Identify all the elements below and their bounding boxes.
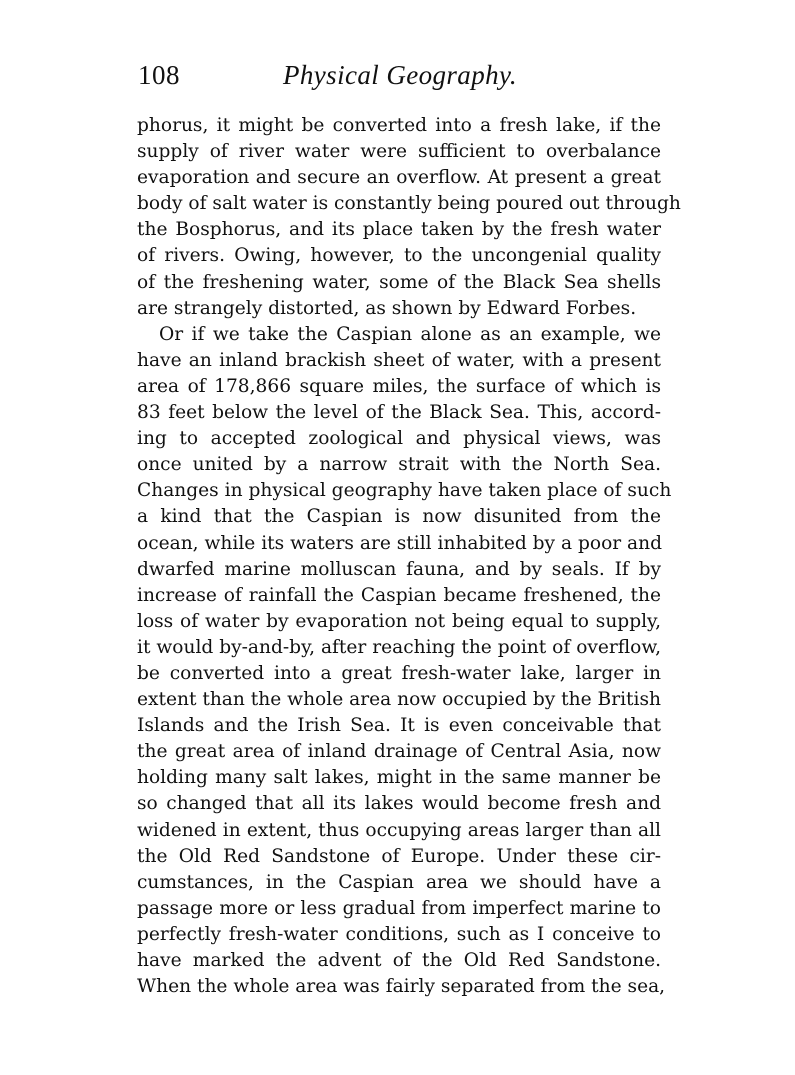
text-line: When the whole area was fairly separated from the sea, [137, 976, 666, 998]
text-line: the great area of inland drainage of Central Asia, now [137, 741, 661, 763]
text-line: be converted into a great fresh-water lake, larger in [137, 662, 661, 684]
text-line: once united by a narrow strait with the North Sea. [137, 454, 661, 476]
text-line: ocean, while its waters are still inhabited by a poor and [137, 532, 663, 554]
text-line: area of 178,866 square miles, the surface of which is [137, 375, 661, 397]
text-line: phorus, it might be converted into a fresh lake, if the [137, 115, 661, 136]
page-number: 108 [138, 60, 180, 90]
text-line: extent than the whole area now occupied by the British [137, 689, 661, 711]
text-line: passage more or less gradual from imperfect marine to [137, 897, 661, 919]
text-line: body of salt water is constantly being poured out through [137, 193, 681, 215]
text-line: Islands and the Irish Sea. It is even conceivable that [137, 715, 661, 737]
paragraph-end-line: are strangely distorted, as shown by Edward Forbes. [137, 297, 637, 319]
text-line: the Old Red Sandstone of Europe. Under these cir- [137, 845, 661, 867]
text-line: loss of water by evaporation not being equal to supply, [137, 610, 661, 632]
text-line: it would by-and-by, after reaching the point of overflow, [137, 636, 661, 658]
text-line: have marked the advent of the Old Red Sandstone. [137, 950, 661, 971]
text-line: a kind that the Caspian is now disunited from the [137, 506, 661, 528]
text-line: ing to accepted zoological and physical views, was [137, 428, 661, 450]
text-line: Changes in physical geography have taken place of such [137, 480, 672, 502]
text-line: 83 feet below the level of the Black Sea. This, accord- [137, 402, 661, 424]
text-line: of rivers. Owing, however, to the uncongenial quality [137, 245, 661, 267]
text-line: the Bosphorus, and its place taken by the fresh water [137, 219, 661, 241]
text-line: so changed that all its lakes would become fresh and [137, 793, 661, 815]
text-line: dwarfed marine molluscan fauna, and by seals. If by [137, 558, 661, 580]
text-line: widened in extent, thus occupying areas larger than all [137, 819, 661, 841]
paragraph-start-line: Or if we take the Caspian alone as an example, we [159, 323, 661, 345]
text-line: have an inland brackish sheet of water, with a present [137, 349, 661, 371]
text-line: of the freshening water, some of the Black Sea shells [137, 271, 661, 293]
text-line: supply of river water were sufficient to overbalance [137, 141, 661, 163]
text-line: cumstances, in the Caspian area we should have a [137, 871, 661, 893]
text-line: increase of rainfall the Caspian became freshened, the [137, 584, 661, 606]
text-line: holding many salt lakes, might in the same manner be [137, 767, 661, 789]
running-title: Physical Geography. [283, 60, 518, 90]
text-line: evaporation and secure an overflow. At present a great [137, 167, 661, 189]
text-line: perfectly fresh-water conditions, such as I conceive to [137, 923, 661, 945]
body-text [137, 113, 681, 1000]
